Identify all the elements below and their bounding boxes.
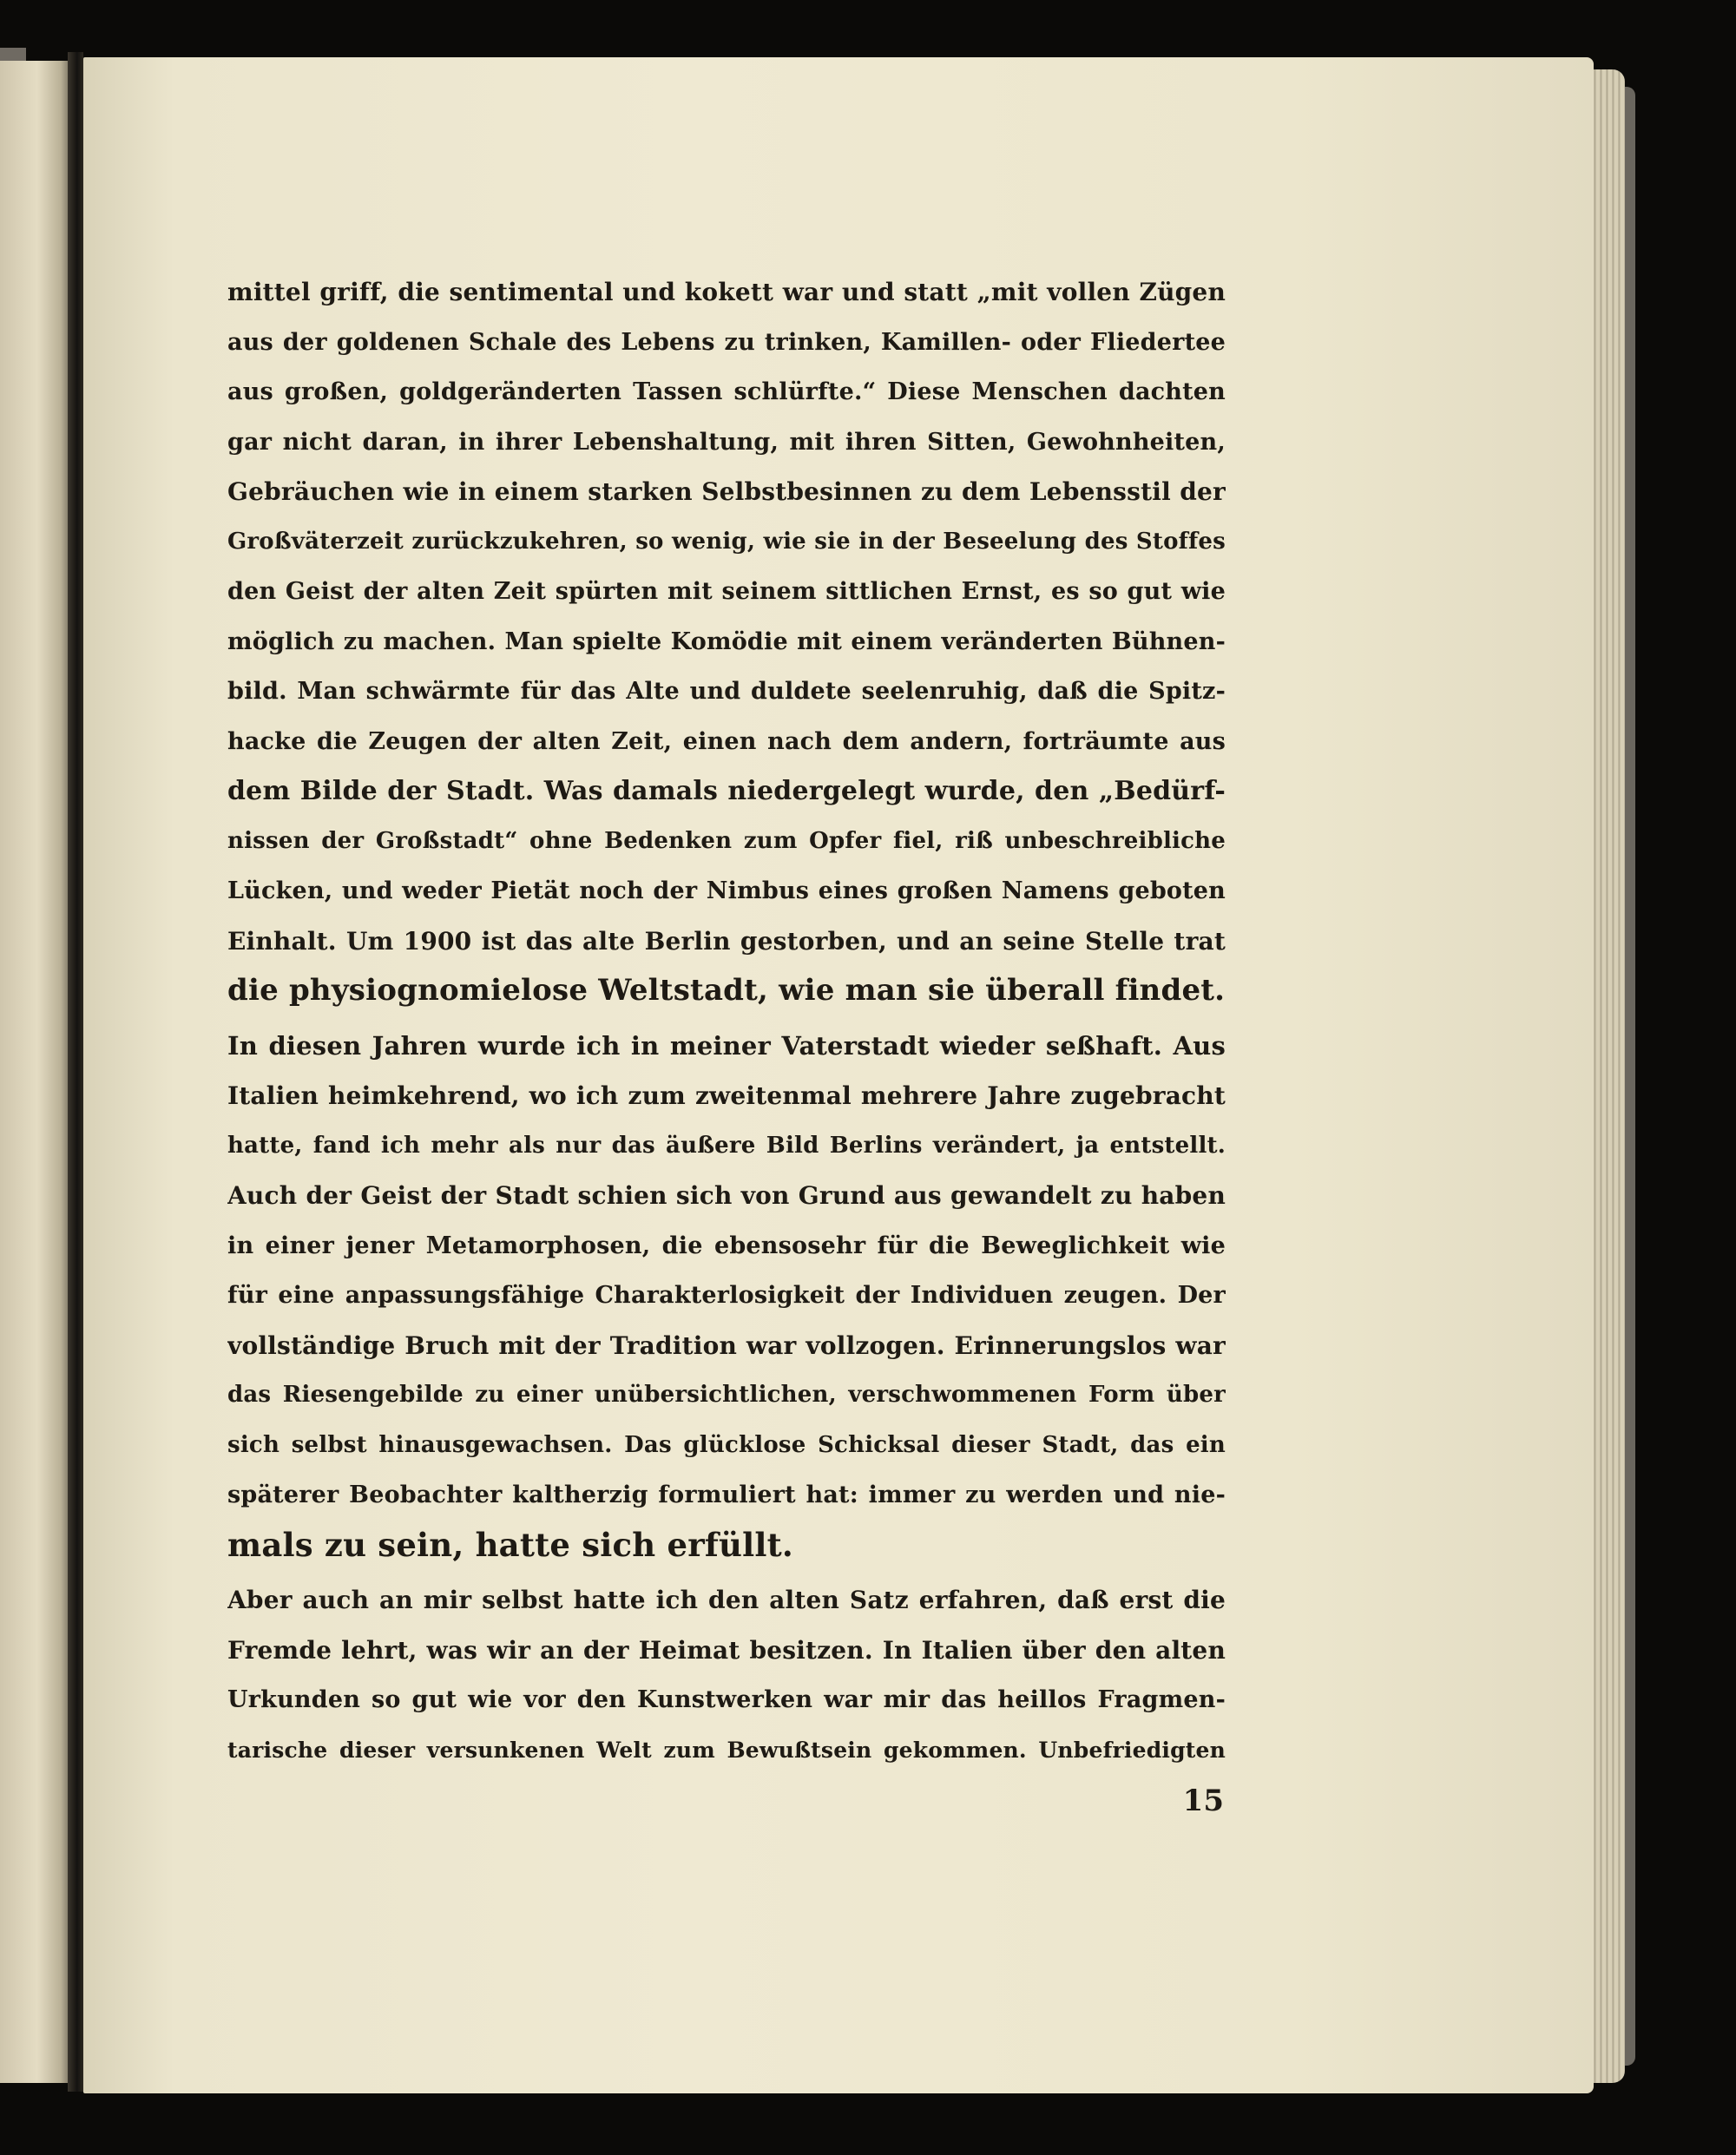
text-line: in einer jener Metamorphosen, die ebensosehr für die Beweglichkeit wie — [227, 1232, 1226, 1259]
text-line: Fremde lehrt, was wir an der Heimat besitzen. In Italien über den alten — [227, 1635, 1226, 1665]
text-line: das Riesengebilde zu einer unübersichtlichen, verschwommenen Form über — [227, 1382, 1226, 1408]
text-line: Aber auch an mir selbst hatte ich den alten Satz erfahren, daß erst die — [227, 1586, 1226, 1614]
paragraph-3 — [227, 1575, 1226, 1775]
text-line: hatte, fand ich mehr als nur das äußere Bild Berlins verändert, ja entstellt. — [227, 1132, 1226, 1159]
text-line: die physiognomielose Weltstadt, wie man sie überall findet. — [227, 973, 1226, 1008]
page-number: 15 — [1182, 1784, 1224, 1818]
text-line: Großväterzeit zurückzukehren, so wenig, wie sie in der Beseelung des Stoffes — [227, 528, 1226, 555]
text-line: Urkunden so gut wie vor den Kunstwerken war mir das heillos Fragmen- — [227, 1686, 1226, 1713]
text-line: Einhalt. Um 1900 ist das alte Berlin gestorben, und an seine Stelle trat — [227, 926, 1226, 956]
paragraph-2 — [227, 1022, 1226, 1571]
text-line: In diesen Jahren wurde ich in meiner Vaterstadt wieder seßhaft. Aus — [227, 1030, 1226, 1061]
text-line: sich selbst hinausgewachsen. Das glücklose Schicksal dieser Stadt, das ein — [227, 1431, 1226, 1458]
text-line: für eine anpassungsfähige Charakterlosigkeit der Individuen zeugen. Der — [227, 1282, 1226, 1309]
text-line: den Geist der alten Zeit spürten mit seinem sittlichen Ernst, es so gut wie — [227, 578, 1226, 605]
paragraph-1 — [227, 267, 1226, 1016]
text-line: Gebräuchen wie in einem starken Selbstbesinnen zu dem Lebensstil der — [227, 477, 1226, 506]
text-line: bild. Man schwärmte für das Alte und duldete seelenruhig, daß die Spitz- — [227, 678, 1226, 705]
text-line: vollständige Bruch mit der Tradition war vollzogen. Erinnerungslos war — [227, 1330, 1226, 1360]
text-line: möglich zu machen. Man spielte Komödie mit einem veränderten Bühnen- — [227, 627, 1226, 655]
text-line: hacke die Zeugen der alten Zeit, einen nach dem andern, forträumte aus — [227, 727, 1226, 755]
text-line: späterer Beobachter kaltherzig formuliert hat: immer zu werden und nie- — [227, 1482, 1226, 1508]
text-line: mals zu sein, hatte sich erfüllt. — [227, 1525, 793, 1564]
text-line: Lücken, und weder Pietät noch der Nimbus eines großen Namens geboten — [227, 877, 1226, 904]
text-line: aus der goldenen Schale des Lebens zu trinken, Kamillen- oder Fliedertee — [227, 328, 1226, 356]
text-line: gar nicht daran, in ihrer Lebenshaltung, mit ihren Sitten, Gewohnheiten, — [227, 428, 1226, 456]
text-line: mittel griff, die sentimental und kokett war und statt „mit vollen Zügen — [227, 278, 1226, 306]
text-line: dem Bilde der Stadt. Was damals niedergelegt wurde, den „Bedürf- — [227, 776, 1226, 806]
text-line: nissen der Großstadt“ ohne Bedenken zum Opfer fiel, riß unbeschreibliche — [227, 827, 1226, 854]
page-stack-edge — [1590, 69, 1625, 2083]
book-gutter — [68, 52, 83, 2092]
body-text — [227, 267, 1226, 1775]
text-line: Italien heimkehrend, wo ich zum zweitenmal mehrere Jahre zugebracht — [227, 1081, 1226, 1110]
left-page-edge — [0, 61, 68, 2083]
text-line: Auch der Geist der Stadt schien sich von Grund aus gewandelt zu haben — [227, 1181, 1226, 1210]
text-line: tarische dieser versunkenen Welt zum Bewußtsein gekommen. Unbefriedigten — [227, 1737, 1226, 1763]
text-line: aus großen, goldgeränderten Tassen schlürfte.“ Diese Menschen dachten — [227, 378, 1226, 405]
